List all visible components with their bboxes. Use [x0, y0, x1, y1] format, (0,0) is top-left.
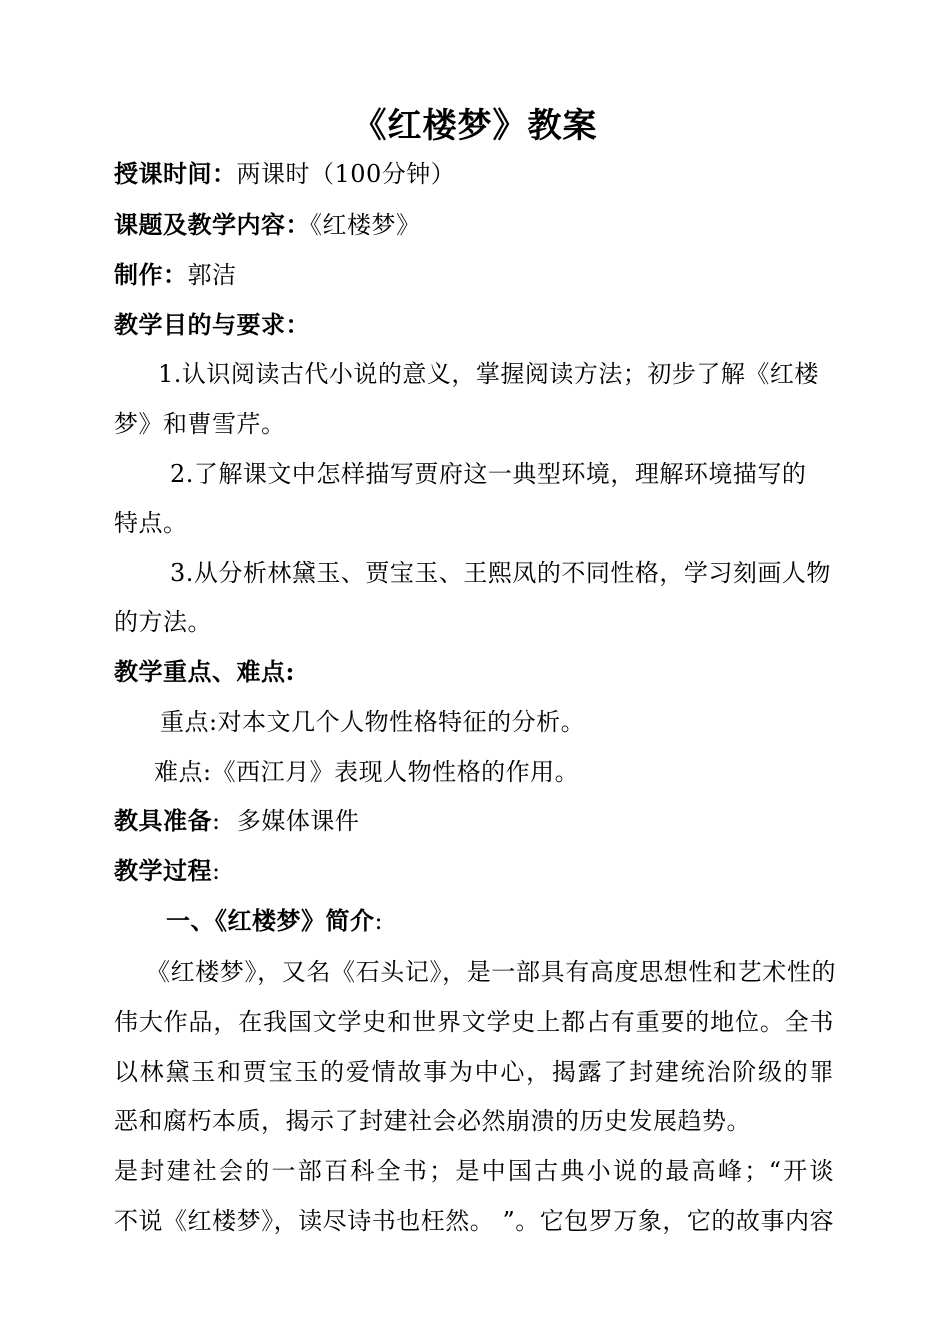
objective-1-line-2: 梦》和曹雪芹。 — [114, 410, 286, 438]
teaching-time-row: 授课时间：两课时（100分钟） — [114, 159, 456, 188]
focus-heading: 教学重点、难点: — [114, 657, 295, 686]
author-row: 制作：郭洁 — [114, 260, 237, 289]
tools-value: 多媒体课件 — [236, 807, 360, 835]
focus-key-point: 重点:对本文几个人物性格特征的分析。 — [160, 708, 586, 736]
topic-label: 课题及教学内容 — [114, 210, 286, 239]
process-heading-row: 教学过程: — [114, 856, 221, 885]
teaching-time-value: 两课时（100分钟） — [236, 160, 456, 188]
objective-2-line-2: 特点。 — [114, 509, 188, 537]
intro-para-2-line-2: 不说《红楼梦》，读尽诗书也枉然。 ”。它包罗万象，它的故事内容 — [114, 1207, 834, 1235]
author-label: 制作 — [114, 260, 163, 289]
intro-para-1-line-4: 恶和腐朽本质，揭示了封建社会必然崩溃的历史发展趋势。 — [114, 1107, 751, 1135]
document-title: 《红楼梦》教案 — [352, 106, 598, 146]
intro-para-2-line-1: 是封建社会的一部百科全书；是中国古典小说的最高峰；“开谈 — [114, 1157, 834, 1185]
section-1-title: 一、《红楼梦》简介 — [166, 906, 375, 935]
intro-para-1-line-2: 伟大作品，在我国文学史和世界文学史上都占有重要的地位。全书 — [114, 1008, 834, 1036]
tools-label: 教具准备 — [114, 806, 212, 835]
topic-row: 课题及教学内容：《红楼梦》 — [114, 210, 421, 239]
author-value: 郭洁 — [187, 261, 237, 289]
objective-1-line-1: 1.认识阅读古代小说的意义，掌握阅读方法；初步了解《红楼 — [158, 360, 819, 388]
section-1-title-row: 一、《红楼梦》简介: — [166, 906, 384, 935]
intro-para-1-line-3: 以林黛玉和贾宝玉的爱情故事为中心，揭露了封建统治阶级的罪 — [114, 1058, 834, 1086]
objective-2-line-1: 2.了解课文中怎样描写贾府这一典型环境，理解环境描写的 — [170, 460, 807, 488]
teaching-time-label: 授课时间 — [114, 159, 212, 188]
tools-row: 教具准备: 多媒体课件 — [114, 806, 360, 835]
objective-3-line-1: 3.从分析林黛玉、贾宝玉、王熙凤的不同性格，学习刻画人物 — [170, 559, 831, 587]
focus-difficulty: 难点:《西江月》表现人物性格的作用。 — [154, 758, 580, 786]
intro-para-1-line-1: 《红楼梦》，又名《石头记》，是一部具有高度思想性和艺术性的 — [146, 958, 836, 986]
process-heading: 教学过程 — [114, 856, 212, 885]
topic-value: 《红楼梦》 — [310, 211, 421, 239]
objective-3-line-2: 的方法。 — [114, 608, 212, 636]
objectives-heading: 教学目的与要求： — [114, 310, 310, 339]
